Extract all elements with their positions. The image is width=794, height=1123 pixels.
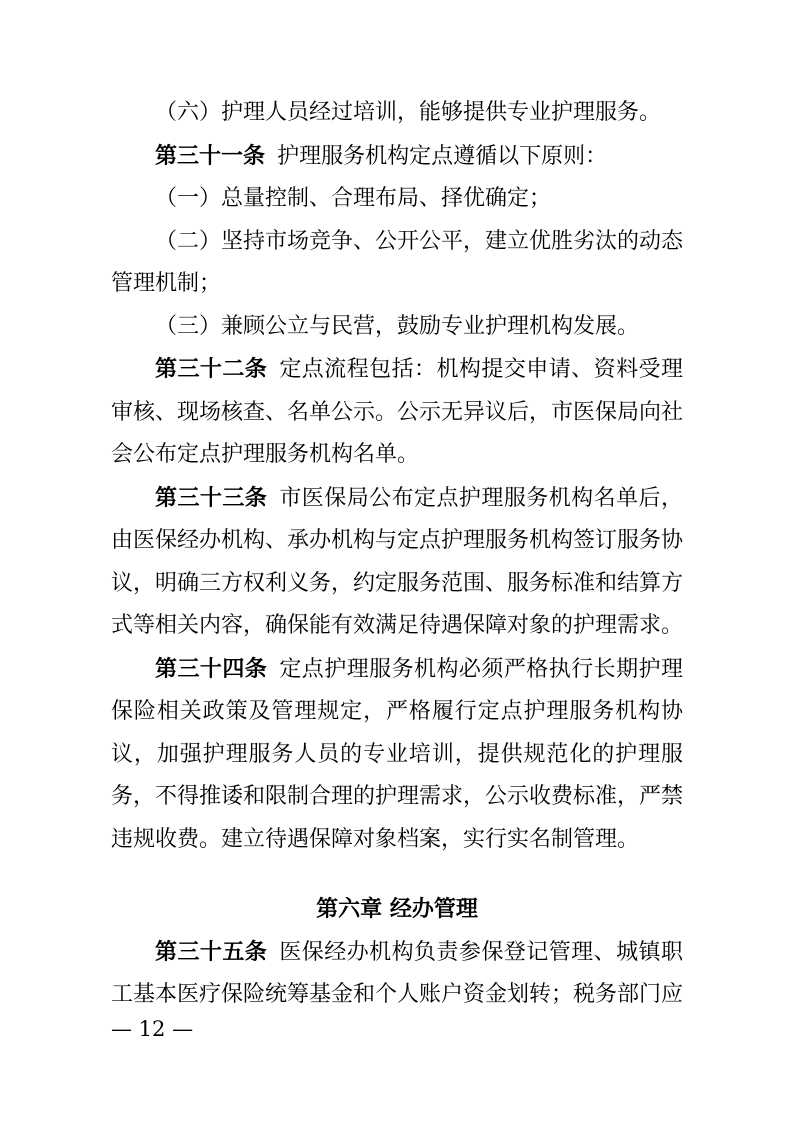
chapter-6-heading: 第六章 经办管理 [316, 896, 478, 922]
clause-item-two [111, 221, 683, 306]
paragraph-text: 医保经办机构负责参保登记管理、城镇职工基本医疗保险统筹基金和个人账户资金划转；税务部门应 [111, 939, 684, 1007]
paragraph-text: 市医保局公布定点护理服务机构名单后，由医保经办机构、承办机构与定点护理服务机构签订服务协议，明确三方权利义务，约定服务范围、服务标准和结算方式等相关内容，确保能有效满足待遇保障对象的护理需求。 [111, 485, 684, 638]
article-35-paragraph [111, 931, 683, 1017]
article-number: 第三十二条 [155, 356, 268, 382]
clause-item-three [111, 306, 683, 349]
paragraph-text: （六）护理人员经过培训，能够提供专业护理服务。 [155, 100, 662, 125]
document-body [111, 92, 683, 1017]
paragraph-text: 定点流程包括：机构提交申请、资料受理审核、现场核查、名单公示。公示无异议后，市医保局向社会公布定点护理服务机构名单。 [111, 357, 684, 467]
article-number: 第三十一条 [155, 142, 266, 169]
article-33-paragraph [111, 477, 683, 648]
paragraph-text: （三）兼顾公立与民营，鼓励专业护理机构发展。 [155, 313, 640, 339]
clause-item-one [111, 178, 683, 221]
paragraph-text: 定点护理服务机构必须严格执行长期护理保险相关政策及管理规定，严格履行定点护理服务机构协议，加强护理服务人员的专业培训，提供规范化的护理服务，不得推诿和限制合理的护理需求，公示收费标准，严禁违规收费。建立待遇保障对象档案，实行实名制管理。 [111, 656, 684, 852]
article-number: 第三十四条 [155, 655, 268, 682]
paragraph-text: 护理服务机构定点遵循以下原则： [277, 143, 608, 169]
article-number: 第三十五条 [155, 938, 268, 965]
article-32-paragraph [111, 348, 683, 477]
article-34-paragraph [111, 648, 683, 862]
paragraph-text: （一）总量控制、合理布局、择优确定； [155, 186, 552, 211]
article-number: 第三十三条 [155, 484, 268, 511]
clause-item-six [111, 92, 683, 135]
article-31-paragraph [111, 135, 683, 179]
page-number: — 12 — [111, 1017, 194, 1041]
paragraph-text: （二）坚持市场竞争、公开公平，建立优胜劣汰的动态管理机制； [111, 228, 684, 296]
